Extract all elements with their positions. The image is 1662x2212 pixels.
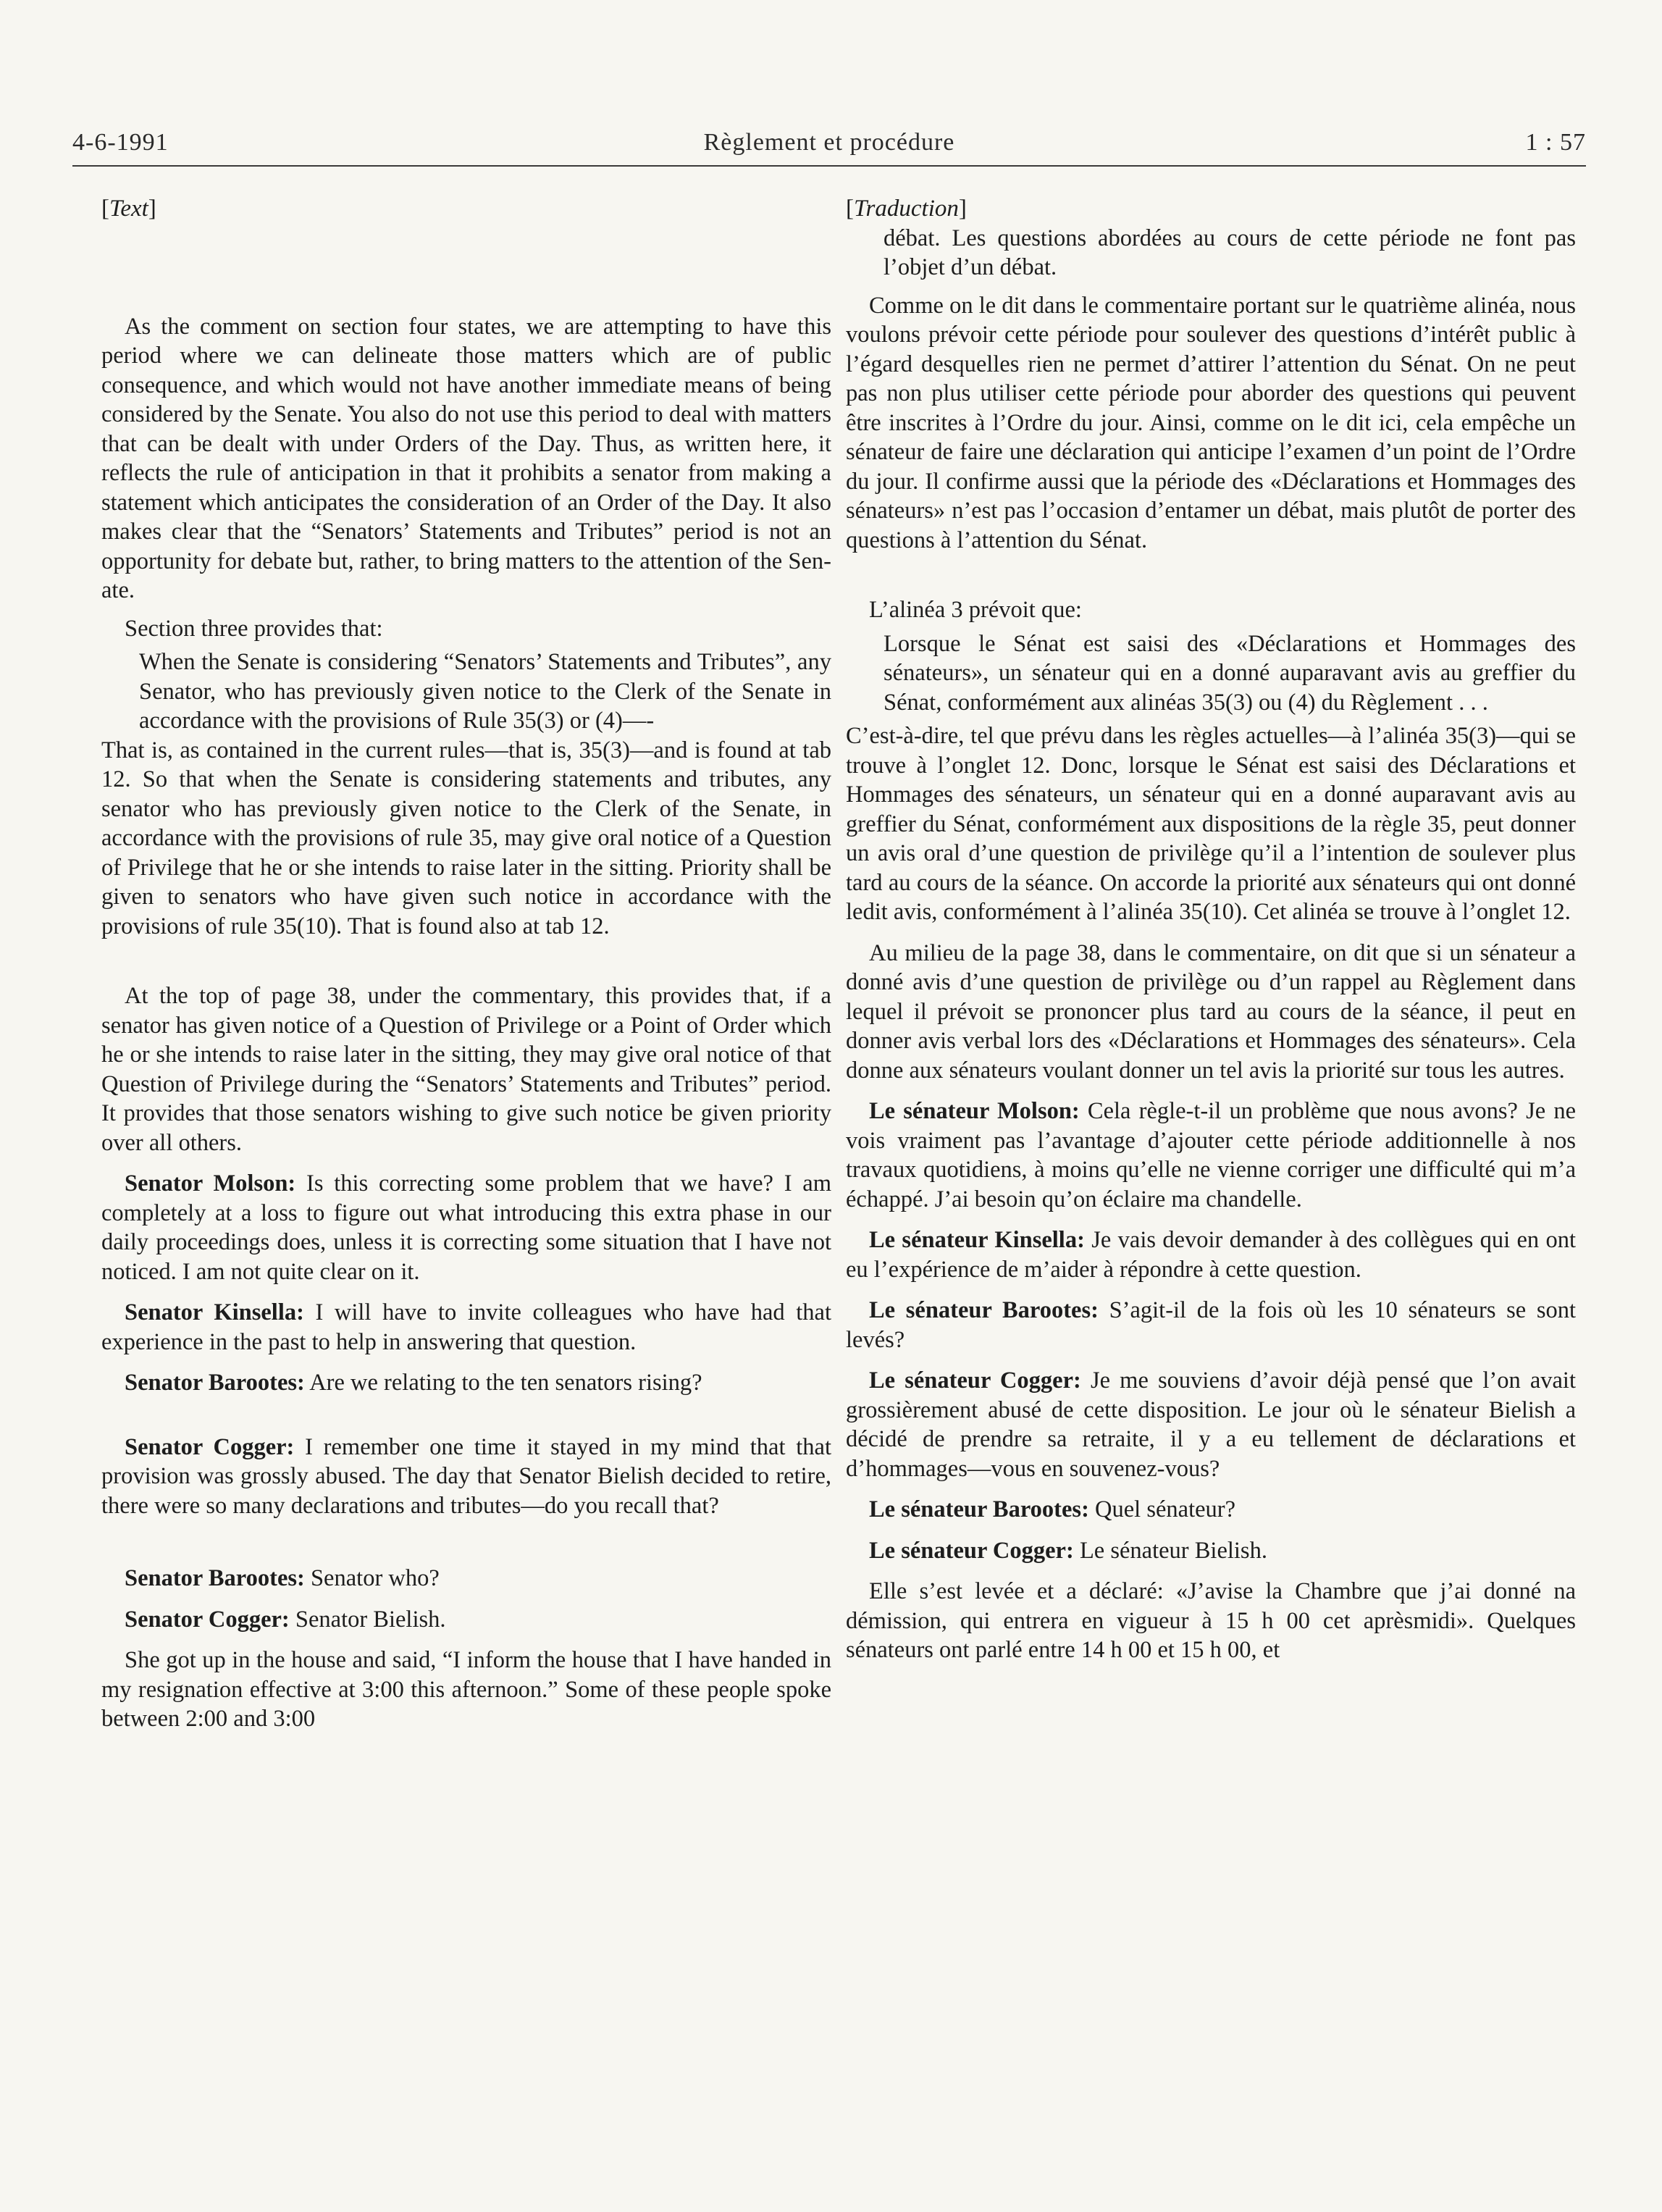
speech-barootes: Senator Barootes: Senator who? — [125, 1565, 440, 1591]
page-header — [72, 125, 1586, 165]
paragraph: Comme on le dit dans le commentaire portant sur le quatrième alinéa, nous voulons prévoir cette période pour soulever des questions d’intérêt public à l’égard desquelles rien ne permet d’attirer l’attention du Sénat. On ne peut pas non plus utiliser cette période pour aborder des questions qui peuvent être inscrites à l’Ordre du jour. Ainsi, comme on le dit ici, cela empêche un sénateur de faire une déclaration qui anticipe l’examen d’un point de l’Ordre du jour. Il confirme aussi que la période des «Déclarations et Hommages des sénateurs» n’est pas l’occasion d’entamer un débat, mais plutôt de porter des questions à l’attention du Sénat. — [846, 292, 1576, 553]
speech-barootes: Le sénateur Barootes: Quel sénateur? — [869, 1496, 1236, 1522]
speech-molson: Le sénateur Molson: Cela règle-t-il un problème que nous avons? Je ne vois vraiment pas l’avantage d’ajouter cette période additionnelle à nos travaux quotidiens, à moins qu’elle ne vienne corriger une difficulté qui m’a échappé. J’ai besoin qu’on éclaire ma chandelle. — [846, 1098, 1577, 1212]
paragraph: L’alinéa 3 prévoit que: — [869, 597, 1082, 623]
speech-kinsella: Senator Kinsella: I will have to invite colleagues who have had that experience in the past to help in answering that question. — [101, 1299, 831, 1355]
header-page-number: 1 : 57 — [1525, 129, 1586, 156]
block-quote: When the Senate is considering “Senators’ Statements and Tributes”, any Senator, who has previously given notice to the Clerk of the Senate in accordance with the provisions of Rule 35(3) or (4)—- — [139, 649, 831, 734]
header-rule — [72, 165, 1586, 167]
speech-cogger: Senator Cogger: Senator Bielish. — [125, 1606, 446, 1633]
paragraph: débat. Les questions abordées au cours de cette période ne font pas l’objet d’un débat. — [884, 225, 1576, 280]
speaker-name: Senator Cogger: — [125, 1606, 290, 1633]
speaker-name: Le sénateur Cogger: — [869, 1537, 1074, 1564]
speaker-name: Le sénateur Cogger: — [869, 1367, 1081, 1394]
speaker-name: Senator Barootes: — [125, 1370, 305, 1396]
english-column — [101, 194, 831, 2193]
paragraph: She got up in the house and said, “I inform the house that I have handed in my resignation effective at 3:00 this afternoon.” Some of these people spoke between 2:00 and 3:00 — [101, 1647, 831, 1732]
french-column — [846, 194, 1576, 2193]
section-tag-traduction: [Traduction] — [846, 196, 967, 222]
header-date: 4-6-1991 — [72, 129, 169, 156]
speech-cogger: Senator Cogger: I remember one time it stayed in my mind that that provision was grossly abused. The day that Senator Bielish decided to retire, there were so many declarations and tributes—do you recall that? — [101, 1433, 831, 1519]
speech-barootes: Senator Barootes: Are we relating to the ten senators rising? — [125, 1370, 702, 1396]
section-tag-text: [Text] — [101, 196, 156, 222]
paragraph: As the comment on section four states, we are attempting to have this period where we can delineate those matters which are of public consequence, and which would not have another immediate means of being considered by the Senate. You also do not use this period to deal with matters that can be dealt with under Orders of the Day. Thus, as written here, it reflects the rule of anticipation in that it prohibits a senator from making a statement which anticipates the consideration of an Order of the Day. It also makes clear that the “Senators’ Statements and Tributes” period is not an opportunity for debate but, rather, to bring matters to the attention of the Senate. — [101, 313, 831, 603]
paragraph: C’est-à-dire, tel que prévu dans les règles actuelles—à l’alinéa 35(3)—qui se trouve à l’onglet 12. Donc, lorsque le Sénat est saisi des Déclarations et Hommages des sénateurs, un sénateur qui en a donné auparavant avis au greffier du Sénat, conformément aux dispositions de la règle 35, peut donner un avis oral d’une question de privilège qu’il a l’intention de soulever plus tard au cours de la séance. On accorde la priorité aux sénateurs qui ont donné ledit avis, conformément à l’alinéa 35(10). Cet alinéa se trouve à l’onglet 12. — [846, 723, 1576, 925]
speech-molson: Senator Molson: Is this correcting some problem that we have? I am completely at a loss to figure out what introducing this extra phase in our daily proceedings does, unless it is correcting some situation that I have not noticed. I am not quite clear on it. — [101, 1170, 831, 1285]
paragraph: Elle s’est levée et a déclaré: «J’avise la Chambre que j’ai donné na démission, qui entrera en vigueur à 15 h 00 cet aprèsmidi». Quelques sénateurs ont parlé entre 14 h 00 et 15 h 00, et — [846, 1578, 1576, 1663]
speaker-name: Le sénateur Barootes: — [869, 1297, 1099, 1323]
speech-kinsella: Le sénateur Kinsella: Je vais devoir demander à des collègues qui en ont eu l’expérience de m’aider à répondre à cette question. — [846, 1227, 1577, 1283]
speech-cogger: Le sénateur Cogger: Je me souviens d’avoir déjà pensé que l’on avait grossièrement abusé de cette disposition. Le jour où le sénateur Bielish a décidé de prendre sa retraite, il y a eu tellement de déclarations et d’hommages—vous en souvenez-vous? — [846, 1367, 1576, 1482]
speaker-name: Le sénateur Barootes: — [869, 1496, 1089, 1522]
paragraph: Section three provides that: — [125, 615, 383, 642]
header-title: Règlement et procédure — [703, 129, 955, 156]
speaker-name: Senator Kinsella: — [125, 1299, 304, 1325]
block-quote: Lorsque le Sénat est saisi des «Déclarations et Hommages des sénateurs», un sénateur qui en a donné auparavant avis au greffier du Sénat, conformément aux alinéas 35(3) ou (4) du Règlement . . . — [884, 630, 1576, 716]
speaker-name: Senator Barootes: — [125, 1565, 305, 1591]
paragraph: At the top of page 38, under the commentary, this provides that, if a senator has given notice of a Question of Privilege or a Point of Order which he or she intends to raise later in the sitting, they may give oral notice of that Question of Privilege during the “Senators’ Statements and Tributes” period. It provides that those senators wishing to give such notice be given priority over all others. — [101, 983, 831, 1156]
speaker-name: Senator Molson: — [125, 1170, 296, 1197]
paragraph: That is, as contained in the current rules—that is, 35(3)—and is found at tab 12. So that when the Senate is considering statements and tributes, any senator who has previously given notice to the Clerk of the Senate, in accordance with the provisions of rule 35, may give oral notice of a Question of Privilege that he or she intends to raise later in the sitting. Priority shall be given to senators who have given such notice in accordance with the provisions of rule 35(10). That is found also at tab 12. — [101, 737, 831, 939]
speaker-name: Senator Cogger: — [125, 1433, 295, 1460]
speech-cogger: Le sénateur Cogger: Le sénateur Bielish. — [869, 1537, 1267, 1564]
speech-barootes: Le sénateur Barootes: S’agit-il de la fois où les 10 sénateurs se sont levés? — [846, 1297, 1576, 1353]
speaker-name: Le sénateur Molson: — [869, 1098, 1080, 1124]
speaker-name: Le sénateur Kinsella: — [869, 1227, 1085, 1253]
paragraph: Au milieu de la page 38, dans le commentaire, on dit que si un sénateur a donné avis d’une question de privilège ou d’un rappel au Règlement dans lequel il prévoit se prononcer plus tard au cours de la séance, il peut en donner avis verbal lors des «Déclarations et Hommages des sénateurs». Cela donne aux sénateurs voulant donner un tel avis la priorité sur tous les autres. — [846, 939, 1576, 1084]
